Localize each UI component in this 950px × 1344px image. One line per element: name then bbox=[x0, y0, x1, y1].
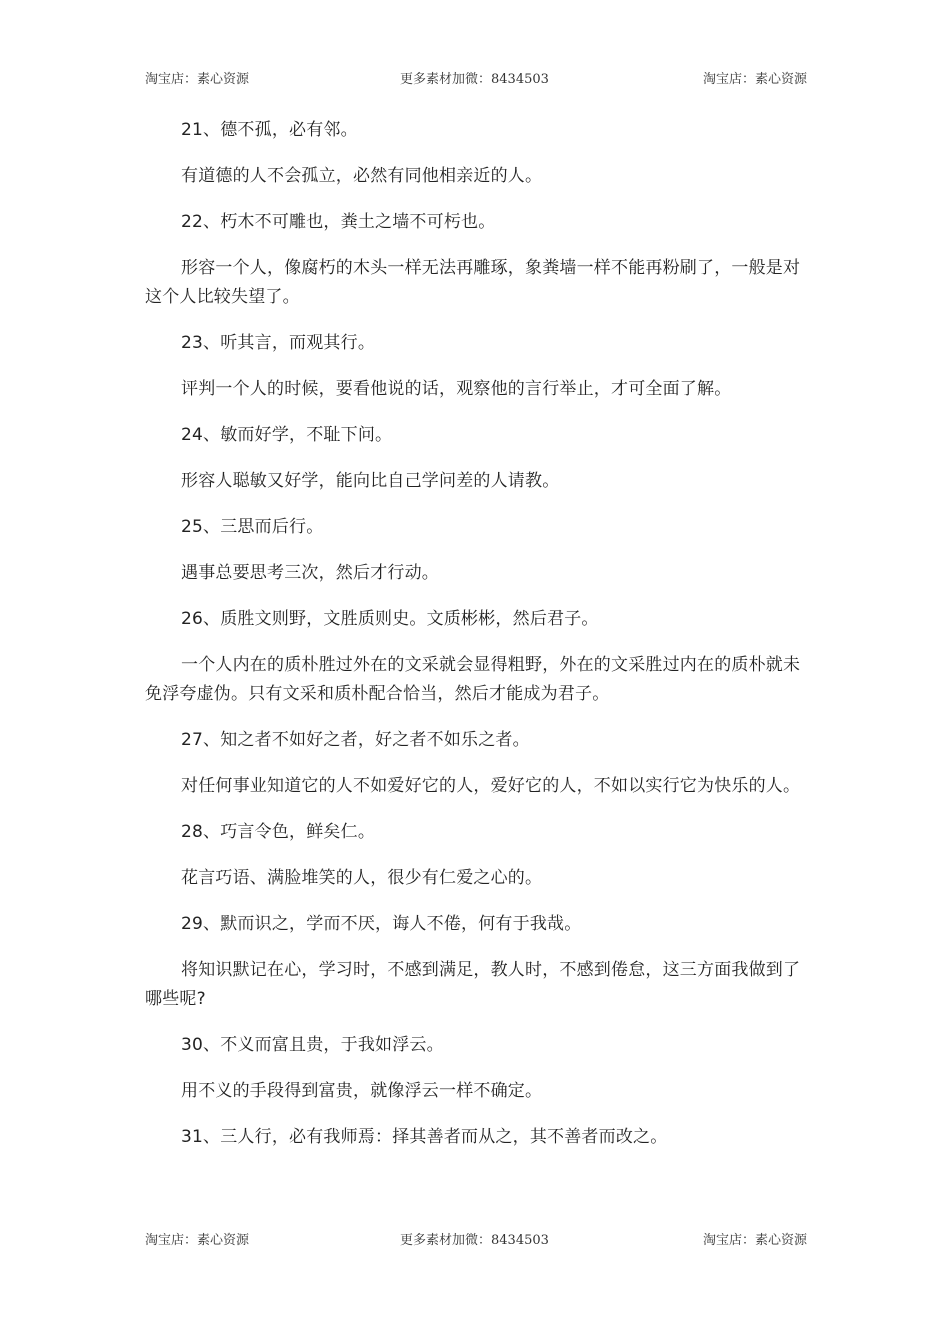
explanation-paragraph: 对任何事业知道它的人不如爱好它的人，爱好它的人，不如以实行它为快乐的人。 bbox=[181, 776, 801, 796]
explanation-paragraph: 形容一个人，像腐朽的木头一样无法再雕琢，象粪墙一样不能再粉刷了，一般是对这个人比较失望了。 bbox=[145, 258, 801, 307]
quote-paragraph: 28、巧言令色，鲜矣仁。 bbox=[181, 822, 376, 842]
quote-paragraph: 23、听其言，而观其行。 bbox=[181, 333, 376, 353]
explanation-paragraph: 将知识默记在心，学习时，不感到满足，教人时，不感到倦怠，这三方面我做到了哪些呢? bbox=[145, 960, 801, 1009]
explanation-paragraph: 评判一个人的时候，要看他说的话，观察他的言行举止，才可全面了解。 bbox=[181, 379, 732, 399]
header-right-text: 淘宝店：素心资源 bbox=[702, 72, 807, 87]
header-left-text: 淘宝店：素心资源 bbox=[145, 72, 250, 87]
header-center-text: 更多素材加微：8434503 bbox=[400, 72, 549, 87]
footer-right-text: 淘宝店：素心资源 bbox=[702, 1233, 807, 1248]
page-footer bbox=[145, 1229, 807, 1249]
quote-paragraph: 24、敏而好学，不耻下问。 bbox=[181, 425, 393, 445]
quote-paragraph: 31、三人行，必有我师焉：择其善者而从之，其不善者而改之。 bbox=[181, 1127, 668, 1147]
explanation-paragraph: 用不义的手段得到富贵，就像浮云一样不确定。 bbox=[181, 1081, 543, 1101]
explanation-paragraph: 有道德的人不会孤立，必然有同他相亲近的人。 bbox=[181, 166, 543, 186]
explanation-paragraph: 遇事总要思考三次，然后才行动。 bbox=[181, 563, 439, 583]
explanation-paragraph: 一个人内在的质朴胜过外在的文采就会显得粗野，外在的文采胜过内在的质朴就未免浮夸虚伪。只有文采和质朴配合恰当，然后才能成为君子。 bbox=[145, 655, 801, 704]
quote-paragraph: 27、知之者不如好之者，好之者不如乐之者。 bbox=[181, 730, 530, 750]
quote-paragraph: 26、质胜文则野，文胜质则史。文质彬彬，然后君子。 bbox=[181, 609, 599, 629]
explanation-paragraph: 花言巧语、满脸堆笑的人，很少有仁爱之心的。 bbox=[181, 868, 543, 888]
page-header bbox=[145, 68, 807, 88]
explanation-paragraph: 形容人聪敏又好学，能向比自己学问差的人请教。 bbox=[181, 471, 560, 491]
quote-paragraph: 29、默而识之，学而不厌，诲人不倦，何有于我哉。 bbox=[181, 914, 582, 934]
quote-paragraph: 21、德不孤，必有邻。 bbox=[181, 120, 358, 140]
quote-paragraph: 30、不义而富且贵，于我如浮云。 bbox=[181, 1035, 444, 1055]
quote-paragraph: 25、三思而后行。 bbox=[181, 517, 324, 537]
quote-paragraph: 22、朽木不可雕也，粪土之墙不可杇也。 bbox=[181, 212, 496, 232]
footer-left-text: 淘宝店：素心资源 bbox=[145, 1233, 250, 1248]
document-body bbox=[145, 116, 807, 1169]
footer-center-text: 更多素材加微：8434503 bbox=[400, 1233, 549, 1248]
